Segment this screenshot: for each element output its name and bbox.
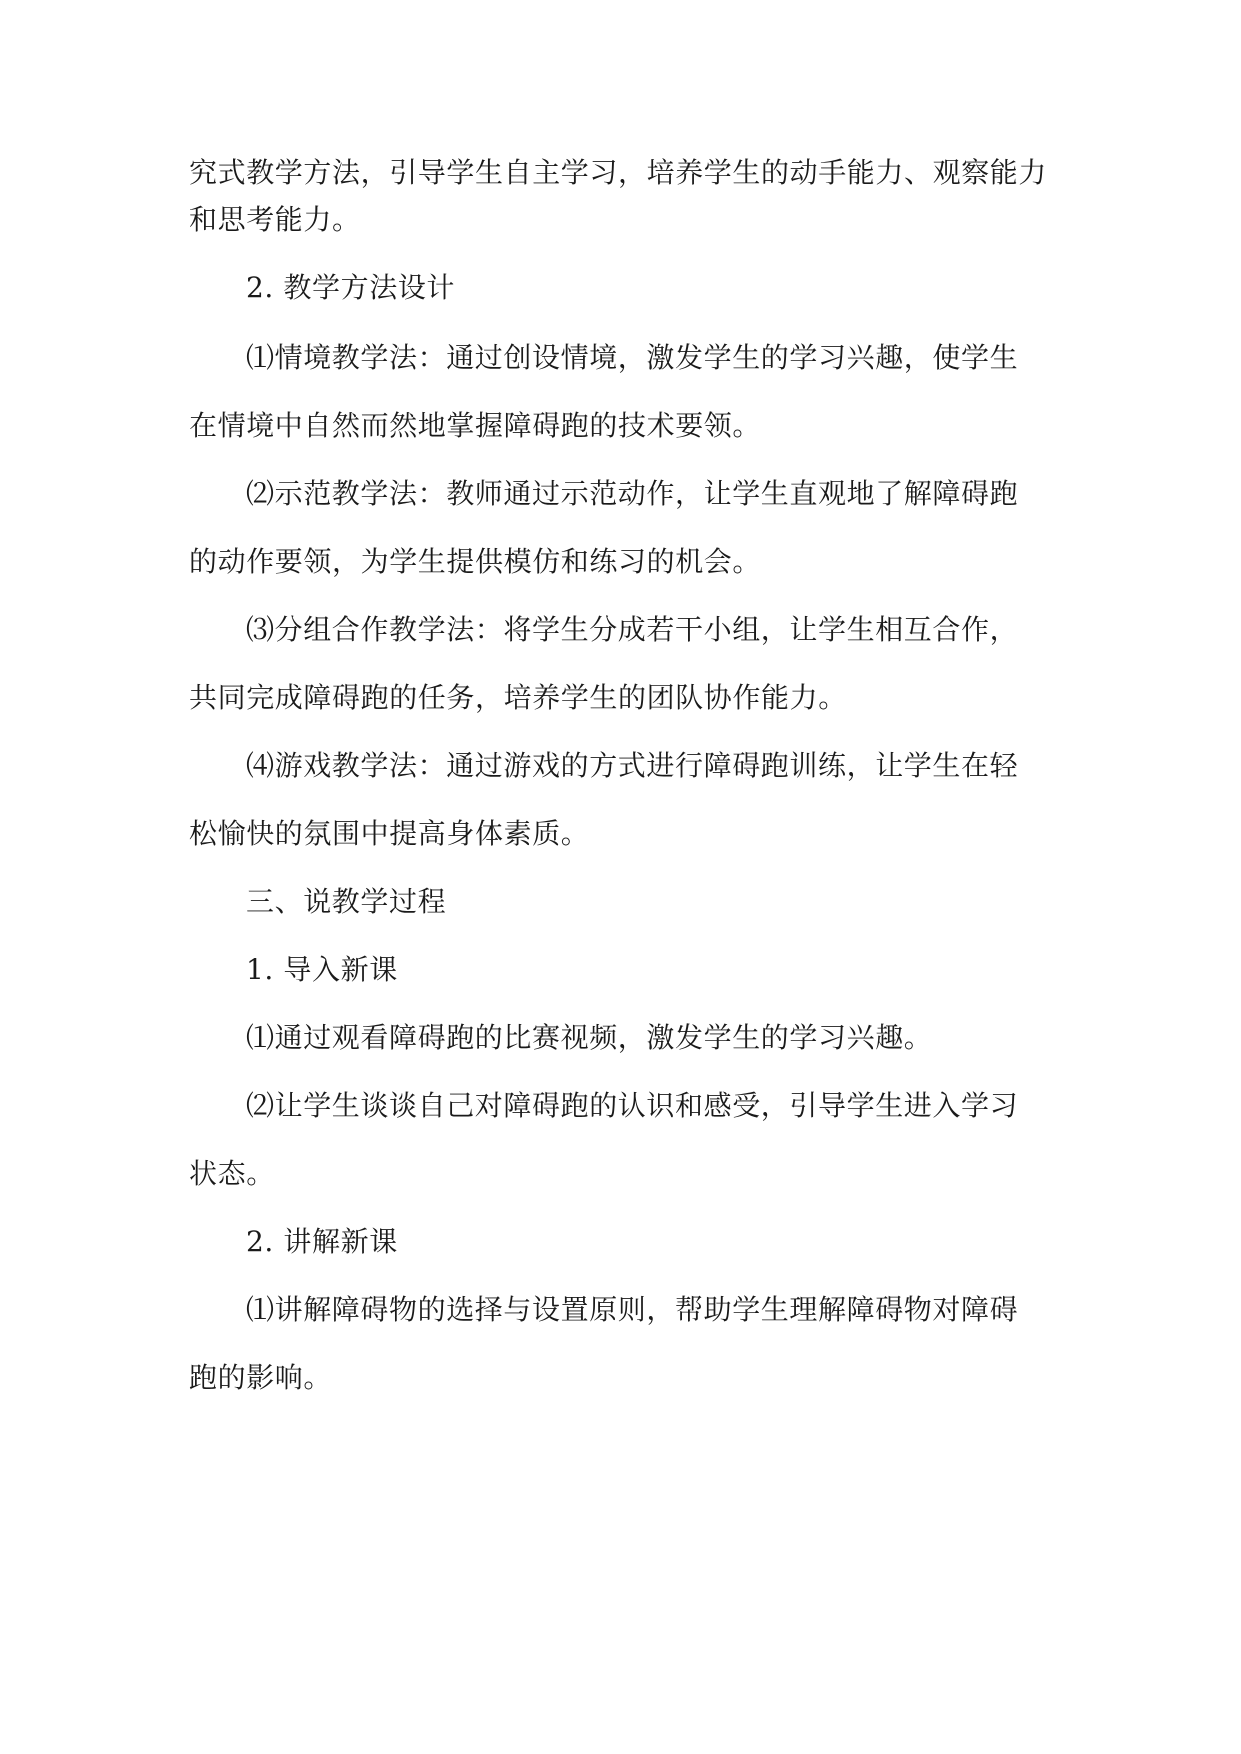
section-heading: 三、说教学过程: [246, 885, 447, 918]
body-text-line: 跑的影响。: [189, 1361, 333, 1394]
body-text-line: 共同完成障碍跑的任务，培养学生的团队协作能力。: [189, 681, 847, 714]
subsection-heading: 2. 讲解新课: [246, 1225, 398, 1258]
section-heading: 2. 教学方法设计: [246, 271, 456, 304]
subsection-heading: 1. 导入新课: [246, 953, 398, 986]
list-item-line: ⑵让学生谈谈自己对障碍跑的认识和感受，引导学生进入学习: [246, 1089, 1019, 1122]
body-text-line: 的动作要领，为学生提供模仿和练习的机会。: [189, 545, 762, 578]
body-text-line: 状态。: [189, 1157, 275, 1190]
list-item-line: ⑵示范教学法：教师通过示范动作，让学生直观地了解障碍跑: [246, 477, 1019, 510]
list-item-line: ⑷游戏教学法：通过游戏的方式进行障碍跑训练，让学生在轻: [246, 749, 1019, 782]
body-text-line: 究式教学方法，引导学生自主学习，培养学生的动手能力、观察能力: [189, 156, 1048, 189]
body-text-line: 在情境中自然而然地掌握障碍跑的技术要领。: [189, 409, 762, 442]
body-text-line: 和思考能力。: [189, 203, 361, 236]
list-item-line: ⑴情境教学法：通过创设情境，激发学生的学习兴趣，使学生: [246, 341, 1019, 374]
list-item-line: ⑴通过观看障碍跑的比赛视频，激发学生的学习兴趣。: [246, 1021, 933, 1054]
list-item-line: ⑶分组合作教学法：将学生分成若干小组，让学生相互合作，: [246, 613, 1019, 646]
body-text-line: 松愉快的氛围中提高身体素质。: [189, 817, 590, 850]
list-item-line: ⑴讲解障碍物的选择与设置原则，帮助学生理解障碍物对障碍: [246, 1293, 1019, 1326]
